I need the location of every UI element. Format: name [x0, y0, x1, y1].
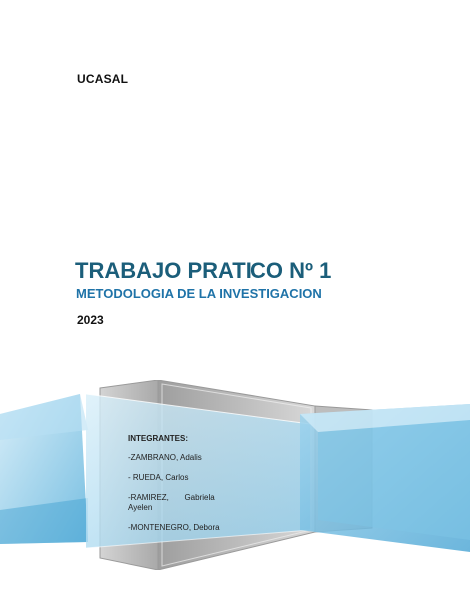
blue-ribbon-left — [0, 394, 88, 544]
members-block — [128, 434, 288, 543]
members-heading: INTEGRANTES: — [128, 434, 188, 443]
member-item: - RUEDA, Carlos — [128, 473, 189, 482]
document-title — [75, 258, 332, 284]
member-item: -RAMIREZ, Gabriela Ayelen — [128, 493, 217, 512]
title-part-1: TRABAJO PRATI — [75, 258, 252, 283]
document-subtitle: METODOLOGIA DE LA INVESTIGACION — [76, 286, 322, 301]
institution-name: UCASAL — [77, 72, 129, 86]
title-part-2: CO Nº 1 — [250, 258, 332, 283]
member-item: -MONTENEGRO, Debora — [128, 523, 220, 532]
document-year: 2023 — [77, 313, 104, 327]
member-item: -ZAMBRANO, Adalis — [128, 453, 202, 462]
blue-ribbon-right — [300, 404, 470, 552]
